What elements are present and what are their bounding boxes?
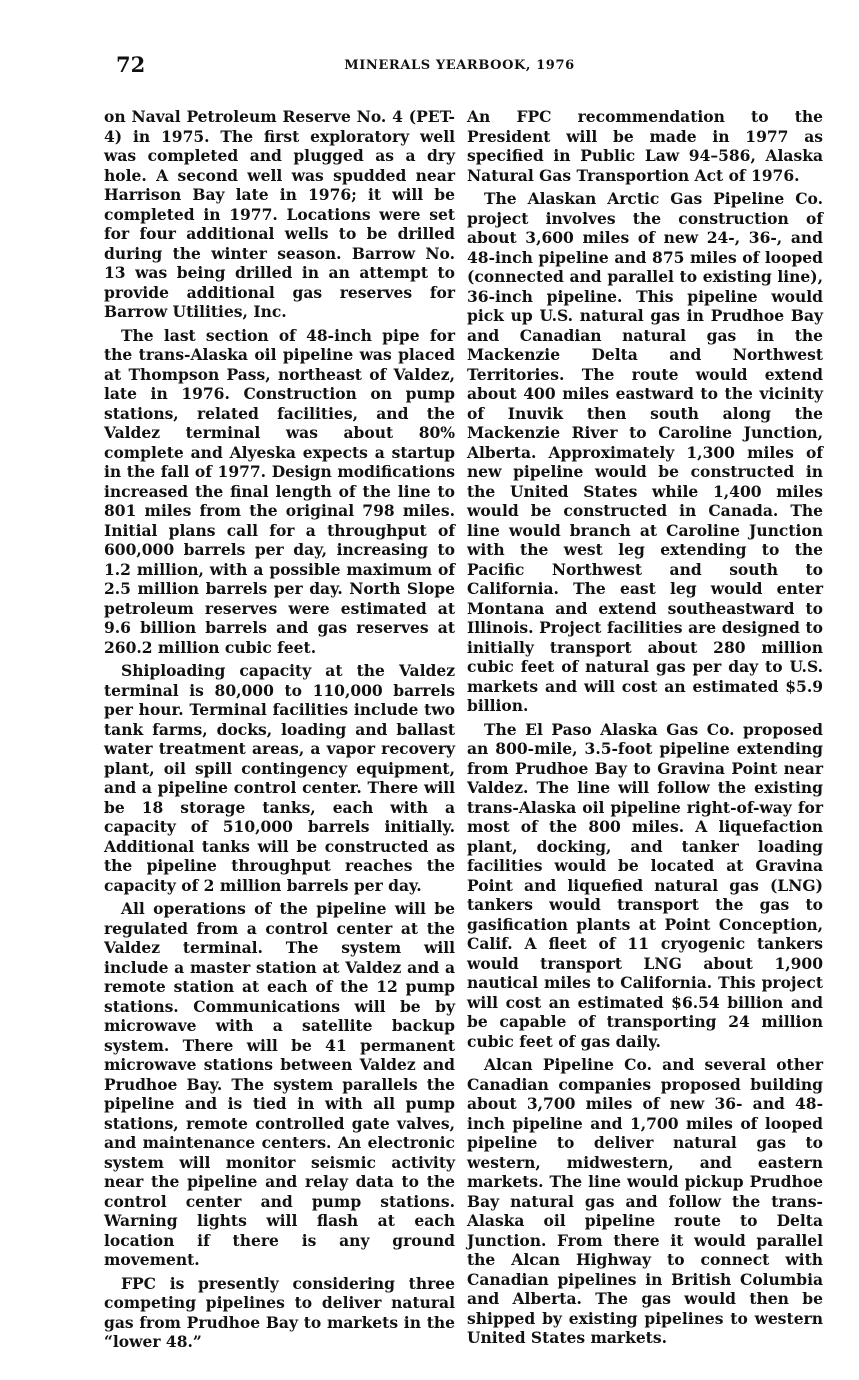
page-number: 72 (116, 52, 146, 77)
paragraph: FPC is presently considering three competing pipelines to deliver natural gas from Prudhoe Bay to markets in the “lower 48.” (104, 1273, 455, 1351)
paragraph: Shiploading capacity at the Valdez terminal is 80,000 to 110,000 barrels per hour. Terminal facilities include two tank farms, docks, loading and ballast water treatment areas, a vapor recovery plant, oil spill contingency equipment, and a pipeline control center. There will be 18 storage tanks, each with a capacity of 510,000 barrels initially. Additional tanks will be constructed as the pipeline throughput reaches the capacity of 2 million barrels per day. (104, 661, 455, 895)
paragraph: All operations of the pipeline will be regulated from a control center at the Valdez terminal. The system will include a master station at Valdez and a remote station at each of the 12 pump stations. Communications will be by microwave with a satellite backup system. There will be 41 permanent microwave stations between Valdez and Prudhoe Bay. The system parallels the pipeline and is tied in with all pump stations, remote controlled gate valves, and maintenance centers. An electronic system will monitor seismic activity near the pipeline and relay data to the control center and pump stations. Warning lights will flash at each location if there is any ground movement. (104, 899, 455, 1269)
running-title: MINERALS YEARBOOK, 1976 (344, 58, 575, 73)
paragraph: on Naval Petroleum Reserve No. 4 (PET-4) in 1975. The first exploratory well was completed and plugged as a dry hole. A second well was spudded near Harrison Bay late in 1976; it will be completed in 1977. Locations were set for four additional wells to be drilled during the winter season. Barrow No. 13 was being drilled in an attempt to provide additional gas reserves for Barrow Utilities, Inc. (104, 107, 455, 321)
paragraph: An FPC recommendation to the President will be made in 1977 as specified in Public Law 94–586, Alaska Natural Gas Transportion Act of 1976. (467, 107, 823, 185)
paragraph: The El Paso Alaska Gas Co. proposed an 800-mile, 3.5-foot pipeline extending from Prudhoe Bay to Gravina Point near Valdez. The line will follow the existing trans-Alaska oil pipeline right-of-way for most of the 800 miles. A liquefaction plant, docking, and tanker loading facilities would be located at Gravina Point and liquefied natural gas (LNG) tankers would transport the gas to gasification plants at Point Conception, Calif. A fleet of 11 cryogenic tankers would transport LNG about 1,900 nautical miles to California. This project will cost an estimated $6.54 billion and be capable of transporting 24 million cubic feet of gas daily. (467, 719, 823, 1051)
right-column (467, 107, 823, 1352)
left-column (104, 107, 455, 1356)
paragraph: Alcan Pipeline Co. and several other Canadian companies proposed building about 3,700 miles of new 36- and 48-inch pipeline and 1,700 miles of looped pipeline to deliver natural gas to western, midwestern, and eastern markets. The line would pickup Prudhoe Bay natural gas and follow the trans-Alaska oil pipeline route to Delta Junction. From there it would parallel the Alcan Highway to connect with Canadian pipelines in British Columbia and Alberta. The gas would then be shipped by existing pipelines to western United States markets. (467, 1055, 823, 1347)
paragraph: The Alaskan Arctic Gas Pipeline Co. project involves the construction of about 3,600 miles of new 24-, 36-, and 48-inch pipeline and 875 miles of looped (connected and parallel to existing line), 36-inch pipeline. This pipeline would pick up U.S. natural gas in Prudhoe Bay and Canadian natural gas in the Mackenzie Delta and Northwest Territories. The route would extend about 400 miles eastward to the vicinity of Inuvik then south along the Mackenzie River to Caroline Junction, Alberta. Approximately 1,300 miles of new pipeline would be constructed in the United States while 1,400 miles would be constructed in Canada. The line would branch at Caroline Junction with the west leg extending to the Pacific Northwest and south to California. The east leg would enter Montana and extend southeastward to Illinois. Project facilities are designed to initially transport about 280 million cubic feet of natural gas per day to U.S. markets and will cost an estimated $5.9 billion. (467, 189, 823, 715)
paragraph: The last section of 48-inch pipe for the trans-Alaska oil pipeline was placed at Thompson Pass, northeast of Valdez, late in 1976. Construction on pump stations, related facilities, and the Valdez terminal was about 80% complete and Alyeska expects a startup in the fall of 1977. Design modifications increased the final length of the line to 801 miles from the original 798 miles. Initial plans call for a throughput of 600,000 barrels per day, increasing to 1.2 million, with a possible maximum of 2.5 million barrels per day. North Slope petroleum reserves were estimated at 9.6 billion barrels and gas reserves at 260.2 million cubic feet. (104, 325, 455, 657)
